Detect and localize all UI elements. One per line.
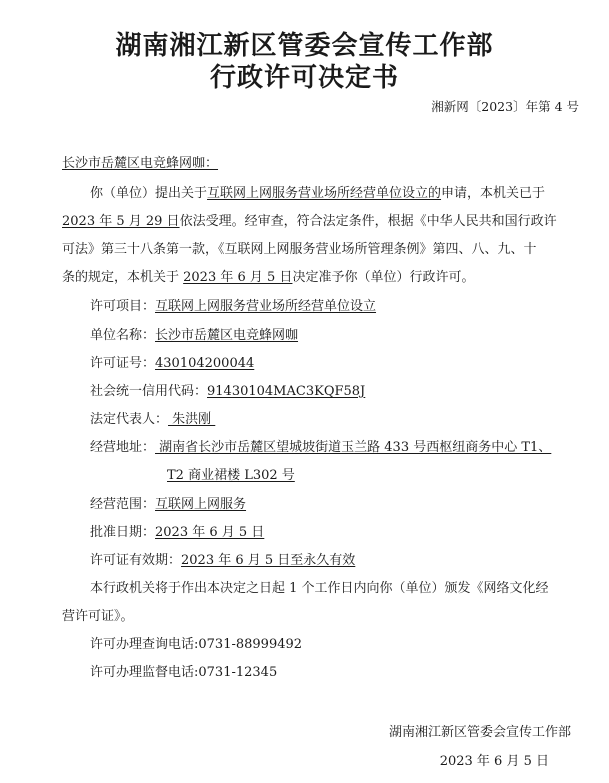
closing-line-2: 营许可证》。 [62,609,134,624]
field-value: 互联网上网服务 [155,497,247,512]
field-label: 许可证有效期： [90,553,182,568]
accept-date: 2023 年 5 月 29 日 [62,214,180,229]
field-approval-date [90,524,264,542]
body-text: 你（单位）提出关于 [90,186,208,201]
field-label: 法定代表人： [90,412,169,427]
field-label: 批准日期： [90,525,156,540]
field-label: 经营范围： [90,497,156,512]
field-value: 朱洪刚 [168,412,216,427]
closing-line-1: 本行政机关将于作出本决定之日起 1 个工作日内向你（单位）颁发《网络文化经 [90,581,549,596]
field-address-line2: T2 商业裙楼 L302 号 [167,468,295,483]
field-value: 长沙市岳麓区电竞蜂网咖 [155,328,299,343]
body-text: 申请，本机关已于 [441,186,546,201]
application-item: 互联网上网服务营业场所经营单位设立的 [207,186,442,201]
supervision-phone: 许可办理监督电话:0731-12345 [90,665,278,680]
field-label: 社会统一信用代码： [90,384,208,399]
field-project [90,298,376,316]
body-line-3: 可法》第三十八条第一款，《互联网上网服务营业场所管理条例》第四、八、九、十 [62,242,537,257]
field-label: 单位名称： [90,328,156,343]
signature-organization: 湖南湘江新区管委会宣传工作部 [388,725,571,740]
query-phone: 许可办理查询电话:0731-88999492 [90,637,303,652]
field-value: 430104200044 [155,356,255,371]
field-label: 经营地址： [90,440,156,455]
field-license-number [90,355,254,373]
document-title-line1: 湖南湘江新区管委会宣传工作部 [115,31,494,61]
body-line-4 [62,269,474,287]
body-text: 决定准予你（单位）行政许可。 [292,270,475,285]
field-value: 2023 年 6 月 5 日 [155,525,265,540]
field-label: 许可证号： [90,356,156,371]
body-text: 依法受理。经审查，符合法定条件，根据《中华人民共和国行政许 [179,214,557,229]
field-label: 许可项目： [90,299,156,314]
decision-date: 2023 年 6 月 5 日 [183,270,293,285]
field-business-scope [90,496,246,514]
body-line-1 [90,185,545,203]
document-number: 湘新网〔2023〕年第 4 号 [431,99,579,114]
body-line-2 [62,213,557,231]
document-title-line2: 行政许可决定书 [209,63,399,93]
addressee: 长沙市岳麓区电竞蜂网咖： [62,156,219,171]
field-credit-code [90,383,365,401]
field-validity [90,552,355,570]
body-text: 条的规定，本机关于 [62,270,184,285]
field-legal-representative [90,411,215,429]
field-address [90,439,551,457]
signature-date: 2023 年 6 月 5 日 [439,754,549,769]
field-value: 互联网上网服务营业场所经营单位设立 [155,299,377,314]
field-unit-name [90,327,298,345]
field-value: 2023 年 6 月 5 日至永久有效 [181,553,356,568]
field-value: 91430104MAC3KQF58J [207,384,366,399]
field-value: 湖南省长沙市岳麓区望城坡街道玉兰路 433 号西枢纽商务中心 T1、 [155,440,552,455]
addressee-name: 长沙市岳麓区电竞蜂网咖 [62,156,206,171]
